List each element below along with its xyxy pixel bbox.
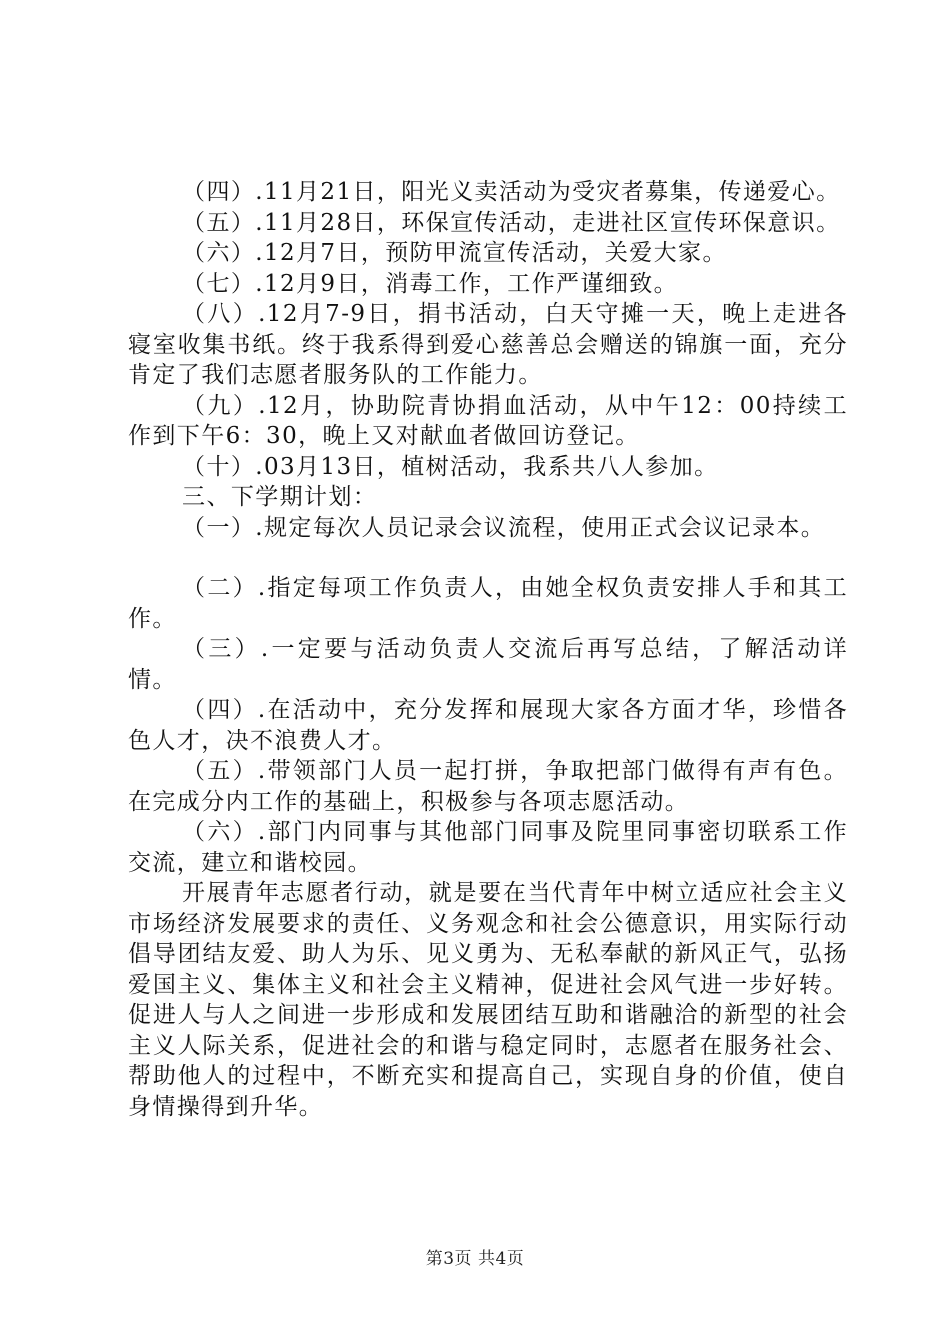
paragraph-item-5-review: （五）.11月28日，环保宣传活动，走进社区宣传环保意识。 <box>182 209 841 236</box>
document-body <box>128 177 848 1122</box>
paragraph-plan-5: （五）.带领部门人员一起打拼，争取把部门做得有声有色。在完成分内工作的基础上，积极参与各项志愿活动。 <box>128 758 848 815</box>
section-heading-next-term-plan: 三、下学期计划： <box>182 484 378 510</box>
paragraph-item-10-review: （十）.03月13日，植树活动，我系共八人参加。 <box>182 453 719 480</box>
paragraph-item-6-review: （六）.12月7日，预防甲流宣传活动，关爱大家。 <box>182 240 727 266</box>
paragraph-plan-1: （一）.规定每次人员记录会议流程，使用正式会议记录本。 <box>182 514 826 541</box>
paragraph-plan-3: （三）.一定要与活动负责人交流后再写总结，了解活动详情。 <box>128 636 848 693</box>
page-number-footer: 第3页 共4页 <box>425 1249 525 1269</box>
paragraph-plan-2: （二）.指定每项工作负责人，由她全权负责安排人手和其工作。 <box>128 575 848 632</box>
paragraph-item-7-review: （七）.12月9日，消毒工作，工作严谨细致。 <box>182 270 679 297</box>
paragraph-item-4-review: （四）.11月21日，阳光义卖活动为受灾者募集，传递爱心。 <box>182 179 841 205</box>
paragraph-item-8-review: （八）.12月7-9日，捐书活动，白天守摊一天，晚上走进各寝室收集书纸。终于我系得到爱心慈善总会赠送的锦旗一面，充分肯定了我们志愿者服务队的工作能力。 <box>128 301 848 388</box>
paragraph-plan-4: （四）.在活动中，充分发挥和展现大家各方面才华，珍惜各色人才，决不浪费人才。 <box>128 697 848 754</box>
paragraph-item-9-review: （九）.12月，协助院青协捐血活动，从中午12：00持续工作到下午6：30，晚上又对献血者做回访登记。 <box>128 392 848 449</box>
paragraph-conclusion: 开展青年志愿者行动，就是要在当代青年中树立适应社会主义市场经济发展要求的责任、义务观念和社会公德意识，用实际行动倡导团结友爱、助人为乐、见义勇为、无私奉献的新风正气，弘扬爱国主义、集体主义和社会主义精神，促进社会风气进一步好转。促进人与人之间进一步形成和发展团结互助和谐融洽的新型的社会主义人际关系，促进社会的和谐与稳定同时，志愿者在服务社会、帮助他人的过程中，不断充实和提高自己，实现自身的价值，使自身情操得到升华。 <box>128 880 848 1120</box>
paragraph-plan-6: （六）.部门内同事与其他部门同事及院里同事密切联系工作交流，建立和谐校园。 <box>128 819 848 876</box>
